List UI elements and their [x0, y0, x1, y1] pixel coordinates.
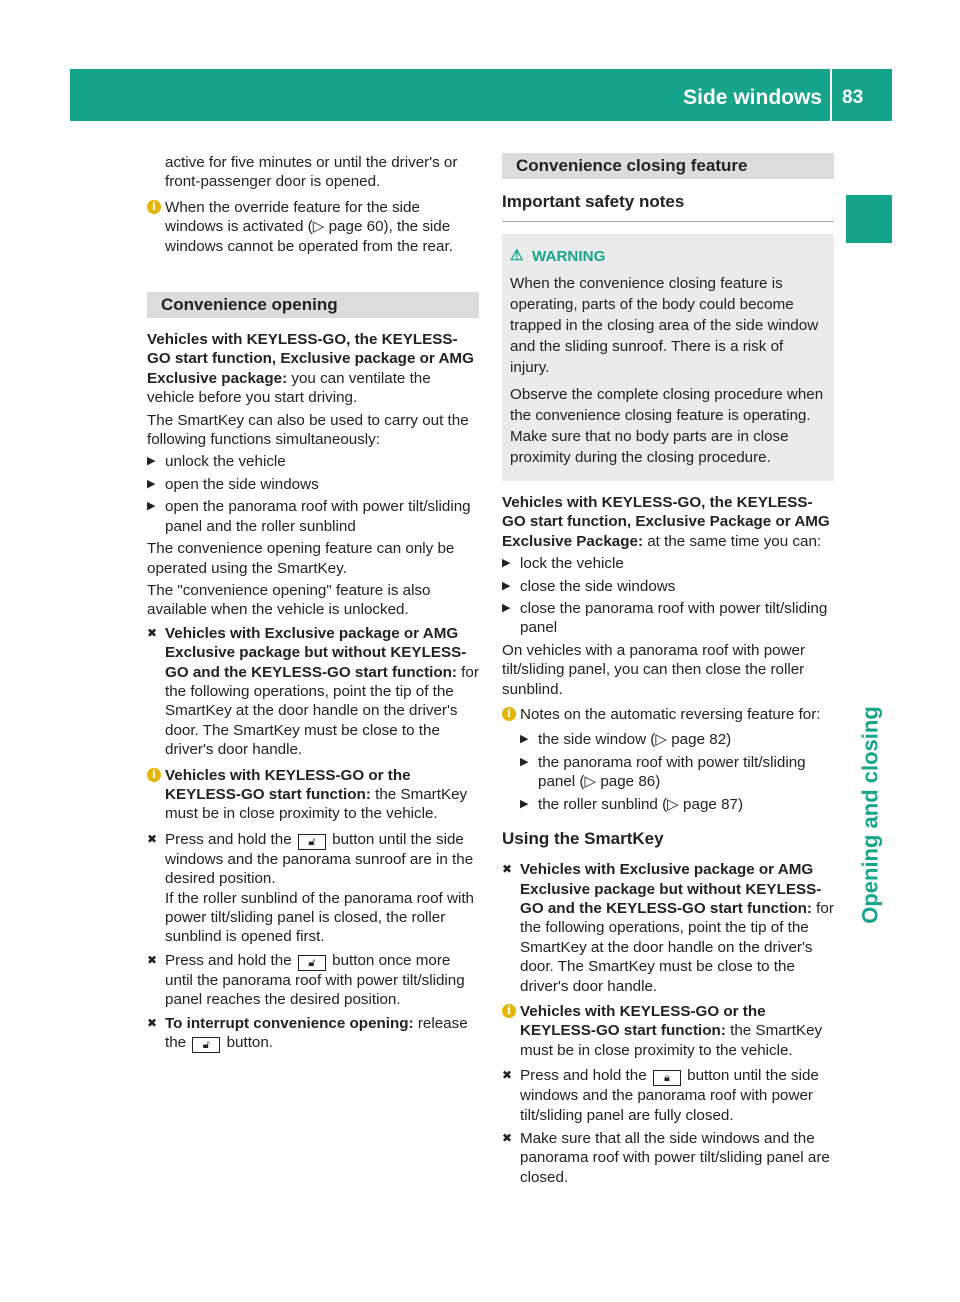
header-bar — [70, 69, 892, 121]
opening-vehicles-text — [147, 330, 479, 408]
opening-vehicles-bold: Vehicles with KEYLESS-GO, the KEYLESS-GO start function, Exclusive package or AMG Exclusive package: — [147, 331, 474, 387]
header-divider — [830, 69, 832, 121]
step-arrow-icon: ✖ — [147, 625, 158, 640]
chapter-label-text: Opening and closing — [857, 706, 883, 924]
bullet-icon: ▶ — [520, 797, 529, 810]
reversing-list — [502, 730, 834, 814]
info-bold: Vehicles with KEYLESS-GO or the KEYLESS-GO start function: — [165, 766, 411, 803]
warning-icon: ⚠︎ — [510, 247, 524, 264]
closing-vehicles-text — [502, 493, 834, 551]
list-item — [502, 599, 834, 638]
step-text: release the — [165, 1014, 468, 1052]
step-note: If the roller sunblind of the panorama roof with power tilt/sliding panel is closed, the roller sunblind is opened first. — [165, 889, 474, 946]
step-text: for the following operations, point the tip of the SmartKey at the door handle on the driver's door. The SmartKey must be close to the driver's door handle. — [520, 899, 834, 995]
bullet-text: the roller sunblind (▷ page 87) — [538, 795, 744, 813]
convenience-closing-heading: Convenience closing feature — [502, 153, 834, 179]
bullet-text: lock the vehicle — [520, 555, 624, 573]
bullet-icon: ▶ — [502, 579, 511, 592]
info-override — [147, 198, 479, 256]
closing-vehicles-bold: Vehicles with KEYLESS-GO, the KEYLESS-GO start function, Exclusive Package or AMG Exclusive Package: — [502, 494, 830, 550]
bullet-icon: ▶ — [147, 500, 156, 513]
unlock-key-icon: 🔓︎ — [192, 1037, 220, 1053]
info-keyless — [147, 766, 479, 824]
page-number: 83 — [842, 87, 864, 108]
opening-only-text: The convenience opening feature can only be operated using the SmartKey. — [147, 540, 455, 577]
bullet-text: close the side windows — [520, 577, 676, 595]
step-text: button once more until the panorama roof with power tilt/sliding panel reaches the desired position. — [165, 951, 465, 1009]
using-smartkey-heading: Using the SmartKey — [502, 829, 664, 849]
list-item — [147, 497, 479, 536]
bullet-text: the panorama roof with power tilt/sliding panel (▷ page 86) — [538, 753, 806, 791]
step-bold: Vehicles with Exclusive package or AMG Exclusive package but without KEYLESS-GO and the KEYLESS-GO start function: — [165, 624, 467, 681]
info-icon: i — [147, 768, 161, 782]
lock-key-icon: 🔒︎ — [653, 1070, 681, 1086]
safety-notes-heading: Important safety notes — [502, 191, 834, 222]
bullet-icon: ▶ — [502, 557, 511, 570]
opening-smartkey-text: The SmartKey can also be used to carry out the following functions simultaneously: — [147, 411, 469, 449]
opening-also-text: The "convenience opening" feature is also available when the vehicle is unlocked. — [147, 581, 431, 619]
step-bold: To interrupt convenience opening: — [165, 1014, 414, 1032]
step-item — [147, 830, 479, 947]
bullet-text: open the panorama roof with power tilt/sliding panel and the roller sunblind — [165, 498, 471, 535]
chapter-tab — [846, 195, 892, 243]
step-text: button until the side windows and the panorama roof with power tilt/sliding panel are fully closed. — [520, 1067, 819, 1124]
warning-title-text: WARNING — [532, 248, 606, 265]
chapter-label — [848, 640, 892, 990]
unlock-key-icon: 🔓︎ — [298, 955, 326, 971]
bullet-text: open the side windows — [165, 475, 319, 493]
info-text: the SmartKey must be in close proximity to the vehicle. — [165, 785, 468, 823]
bullet-text: the side window (▷ page 82) — [538, 731, 732, 749]
bullet-icon: ▶ — [147, 477, 156, 490]
step-arrow-icon: ✖ — [147, 1015, 158, 1030]
step-arrow-icon: ✖ — [502, 1130, 513, 1145]
info-icon: i — [502, 1004, 516, 1018]
list-item — [520, 753, 834, 792]
bullet-icon: ▶ — [502, 602, 511, 615]
list-item — [520, 730, 834, 749]
step-item — [147, 624, 479, 760]
step-item — [147, 951, 479, 1010]
list-item — [147, 475, 479, 494]
bullet-text: close the panorama roof with power tilt/sliding panel — [520, 600, 828, 637]
step-text: Make sure that all the side windows and the panorama roof with power tilt/sliding panel are closed. — [520, 1129, 830, 1186]
step-text: button. — [226, 1034, 274, 1052]
unlock-key-icon: 🔓︎ — [298, 834, 326, 850]
closing-vehicles-rest: at the same time you can: — [643, 532, 822, 550]
info-bold: Vehicles with KEYLESS-GO or the KEYLESS-GO start function: — [520, 1002, 766, 1040]
step-text: Press and hold the — [165, 830, 292, 848]
convenience-opening-heading: Convenience opening — [147, 292, 479, 318]
step-text: Press and hold the — [520, 1067, 647, 1085]
warning-text: Observe the complete closing procedure when the convenience closing feature is operating. Make sure that no body parts are in close proximity during the closing procedure. — [510, 386, 824, 466]
section-title: Side windows — [683, 86, 822, 109]
intro-text: active for five minutes or until the driver's or front-passenger door is opened. — [165, 154, 458, 191]
list-item — [502, 577, 834, 596]
right-column — [502, 153, 834, 1191]
info-icon: i — [502, 707, 516, 721]
bullet-text: unlock the vehicle — [165, 453, 286, 471]
bullet-icon: ▶ — [520, 733, 529, 746]
bullet-icon: ▶ — [147, 455, 156, 468]
list-item — [502, 554, 834, 573]
list-item — [147, 452, 479, 471]
list-item — [520, 795, 834, 814]
step-arrow-icon: ✖ — [502, 1068, 513, 1083]
warning-title — [510, 246, 826, 267]
step-text: Press and hold the — [165, 951, 292, 969]
step-item — [147, 1014, 479, 1053]
step-item — [502, 1129, 834, 1187]
step-arrow-icon: ✖ — [502, 862, 513, 877]
warning-text: When the convenience closing feature is operating, parts of the body could become trapped in the closing area of the side window and the sliding sunroof. There is a risk of injury. — [510, 275, 819, 376]
info-text: Notes on the automatic reversing feature for: — [520, 706, 821, 724]
step-text: for the following operations, point the tip of the SmartKey at the door handle on the driver's door. The SmartKey must be close to the driver's door handle. — [165, 663, 479, 759]
step-item — [502, 860, 834, 996]
info-icon: i — [147, 200, 161, 214]
step-arrow-icon: ✖ — [147, 831, 158, 846]
step-text: button until the side windows and the panorama sunroof are in the desired position. — [165, 830, 474, 888]
left-column — [147, 153, 479, 1057]
step-arrow-icon: ✖ — [147, 952, 158, 967]
info-override-text: When the override feature for the side windows is activated (▷ page 60), the side windows cannot be operated from the rear. — [165, 198, 453, 255]
info-keyless — [502, 1002, 834, 1060]
info-text: the SmartKey must be in close proximity to the vehicle. — [520, 1022, 823, 1059]
warning-box — [502, 234, 834, 481]
opening-vehicles-rest: you can ventilate the vehicle before you start driving. — [147, 369, 431, 407]
bullet-icon: ▶ — [520, 755, 529, 768]
closing-roller-text: On vehicles with a panorama roof with power tilt/sliding panel, you can then close the roller sunblind. — [502, 641, 806, 698]
step-item — [502, 1066, 834, 1125]
info-reversing — [502, 705, 834, 724]
step-bold: Vehicles with Exclusive package or AMG Exclusive package but without KEYLESS-GO and the KEYLESS-GO start function: — [520, 861, 822, 917]
